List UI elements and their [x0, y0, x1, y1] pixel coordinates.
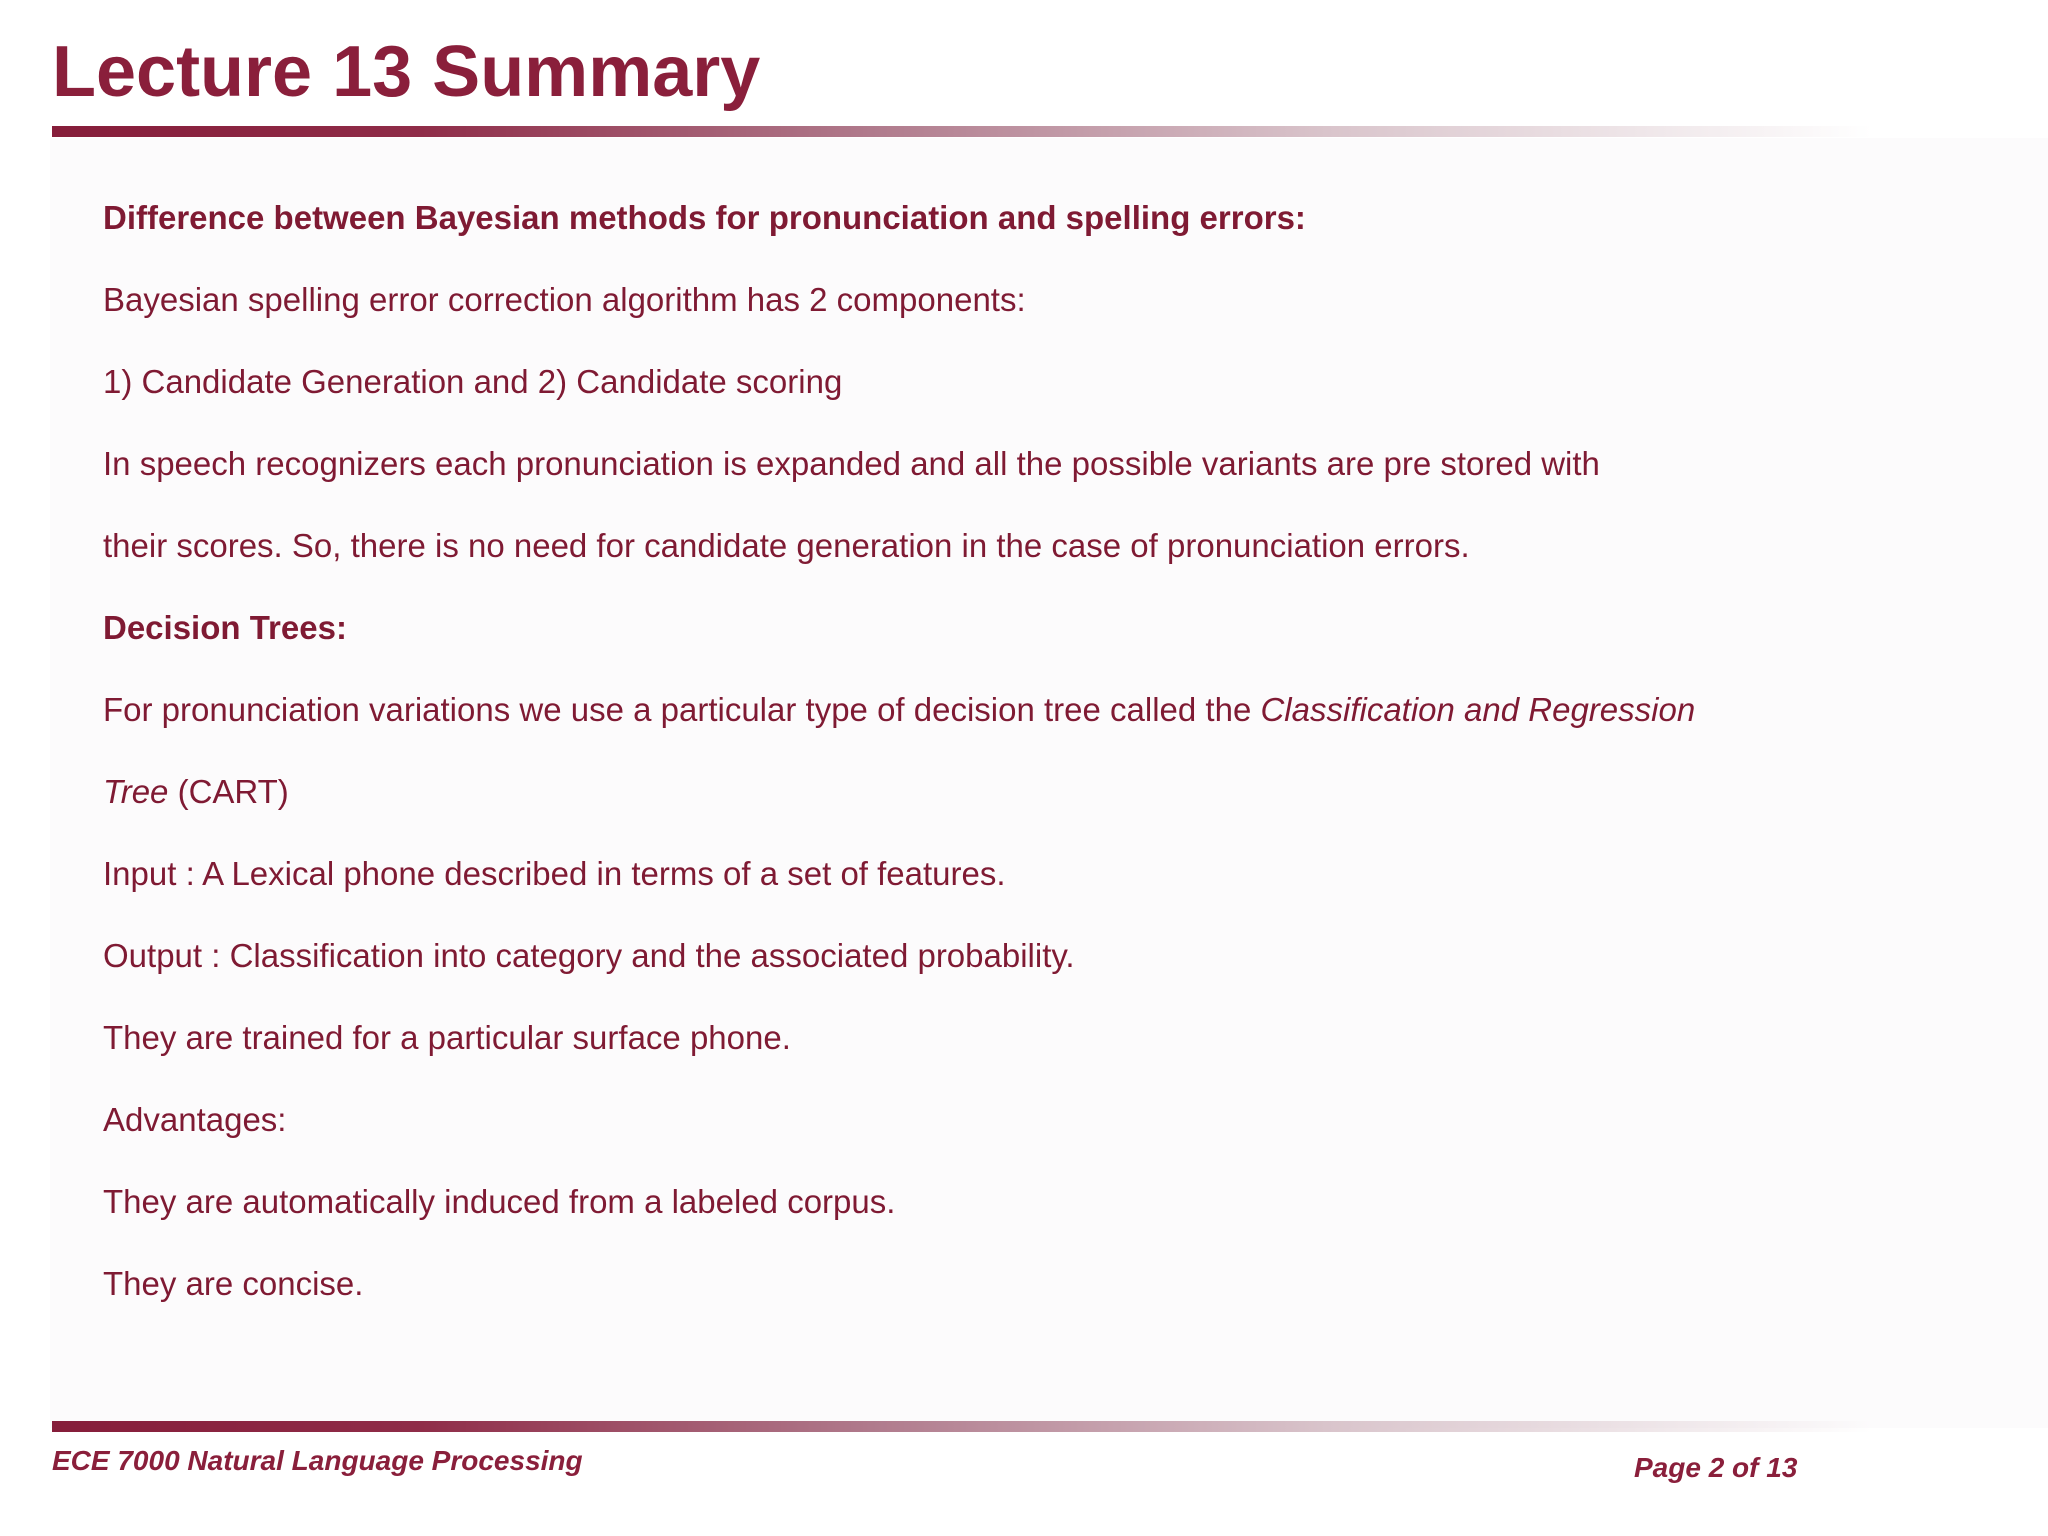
text-line: their scores. So, there is no need for candidate generation in the case of pronunciation errors.	[103, 527, 1470, 564]
footer-divider	[52, 1421, 1872, 1432]
page-number: Page 2 of 13	[1634, 1452, 1798, 1483]
course-name: ECE 7000 Natural Language Processing	[52, 1445, 583, 1476]
italic-term: Tree	[103, 773, 169, 810]
text-line: They are trained for a particular surface phone.	[103, 1019, 791, 1056]
italic-term: Classification and Regression	[1260, 691, 1696, 728]
text-segment: For pronunciation variations we use a particular type of decision tree called the	[103, 691, 1261, 728]
text-line: They are automatically induced from a labeled corpus.	[103, 1183, 896, 1220]
text-line	[103, 751, 2003, 833]
text-line: Advantages:	[103, 1101, 287, 1138]
title-divider	[52, 126, 1872, 137]
text-line: Input : A Lexical phone described in terms of a set of features.	[103, 855, 1006, 892]
slide-body	[103, 177, 2003, 1325]
heading-bayesian-difference: Difference between Bayesian methods for pronunciation and spelling errors:	[103, 199, 1306, 236]
text-line: They are concise.	[103, 1265, 364, 1302]
text-line: Output : Classification into category and the associated probability.	[103, 937, 1075, 974]
slide-title: Lecture 13 Summary	[52, 32, 761, 112]
text-line: 1) Candidate Generation and 2) Candidate scoring	[103, 363, 843, 400]
text-line	[103, 669, 2003, 751]
text-line: In speech recognizers each pronunciation is expanded and all the possible variants are pre stored with	[103, 445, 1600, 482]
heading-decision-trees: Decision Trees:	[103, 609, 347, 646]
text-line: Bayesian spelling error correction algorithm has 2 components:	[103, 281, 1026, 318]
text-segment: (CART)	[168, 773, 289, 810]
